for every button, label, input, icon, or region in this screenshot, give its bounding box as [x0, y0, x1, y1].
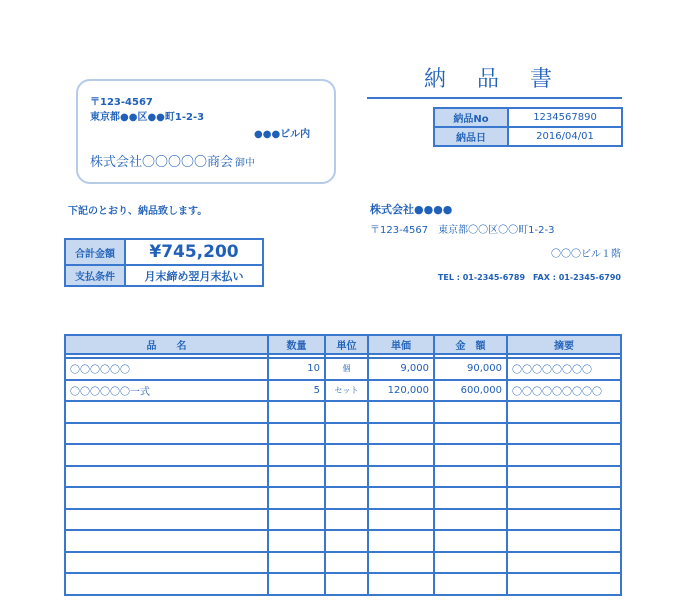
col-header-amount: 金 額	[434, 335, 507, 354]
cell-amount	[434, 444, 507, 466]
cell-price: 9,000	[368, 358, 434, 380]
cell-unit	[325, 509, 368, 531]
cell-unit	[325, 444, 368, 466]
table-row	[65, 466, 621, 488]
cell-memo	[507, 423, 621, 445]
cell-name	[65, 466, 268, 488]
document-title: 納 品 書	[424, 67, 564, 92]
cell-name	[65, 444, 268, 466]
items-header-row	[65, 335, 621, 354]
cell-price	[368, 573, 434, 595]
col-header-unit: 単位	[325, 335, 368, 354]
cell-amount	[434, 423, 507, 445]
cell-memo	[507, 466, 621, 488]
totals-table	[64, 238, 264, 287]
cell-unit	[325, 423, 368, 445]
cell-name	[65, 487, 268, 509]
table-row	[65, 358, 621, 380]
cell-amount: 600,000	[434, 380, 507, 402]
table-row	[65, 509, 621, 531]
payment-terms-value: 月末締め翌月末払い	[125, 265, 263, 286]
cell-unit	[325, 530, 368, 552]
cell-name	[65, 509, 268, 531]
cell-name	[65, 552, 268, 574]
cell-qty	[268, 552, 325, 574]
cell-unit	[325, 401, 368, 423]
col-header-qty: 数量	[268, 335, 325, 354]
cell-amount	[434, 487, 507, 509]
table-row	[65, 423, 621, 445]
cell-name	[65, 530, 268, 552]
cell-name	[65, 423, 268, 445]
cell-price	[368, 487, 434, 509]
col-header-price: 単価	[368, 335, 434, 354]
cell-amount	[434, 552, 507, 574]
cell-name: 〇〇〇〇〇〇一式	[65, 380, 268, 402]
table-row	[65, 552, 621, 574]
cell-qty	[268, 530, 325, 552]
cell-memo: 〇〇〇〇〇〇〇〇〇	[507, 380, 621, 402]
cell-memo	[507, 530, 621, 552]
cell-memo	[507, 573, 621, 595]
delivery-date-value: 2016/04/01	[508, 127, 622, 146]
cell-price	[368, 423, 434, 445]
cell-qty	[268, 487, 325, 509]
cell-qty	[268, 444, 325, 466]
cell-unit: 個	[325, 358, 368, 380]
cell-qty: 10	[268, 358, 325, 380]
sender-tel-fax: TEL : 01-2345-6789 FAX : 01-2345-6790	[437, 273, 621, 282]
recipient-company-name: 株式会社〇〇〇〇〇商会	[90, 155, 234, 170]
cell-price	[368, 509, 434, 531]
cell-amount	[434, 401, 507, 423]
cell-name	[65, 573, 268, 595]
cell-amount	[434, 466, 507, 488]
table-row	[65, 573, 621, 595]
cell-memo	[507, 401, 621, 423]
cell-price	[368, 530, 434, 552]
total-amount-label: 合計金額	[65, 239, 125, 265]
cell-qty	[268, 509, 325, 531]
cell-memo	[507, 487, 621, 509]
table-row	[65, 401, 621, 423]
cell-amount: 90,000	[434, 358, 507, 380]
items-table	[64, 334, 622, 596]
cell-qty	[268, 401, 325, 423]
cell-price	[368, 401, 434, 423]
cell-amount	[434, 509, 507, 531]
cell-qty	[268, 423, 325, 445]
cell-amount	[434, 573, 507, 595]
delivery-meta-table	[433, 107, 623, 147]
sender-address: 〒123-4567 東京都〇〇区〇〇町1-2-3	[370, 225, 555, 236]
cell-name: 〇〇〇〇〇〇	[65, 358, 268, 380]
cell-amount	[434, 530, 507, 552]
table-row	[65, 487, 621, 509]
cell-price	[368, 552, 434, 574]
recipient-honorific: 御中	[235, 158, 256, 169]
cell-price	[368, 444, 434, 466]
cell-qty	[268, 573, 325, 595]
recipient-postal: 〒123-4567	[90, 97, 153, 108]
table-row	[65, 380, 621, 402]
recipient-address: 東京都●●区●●町1-2-3	[90, 112, 205, 123]
cell-unit	[325, 552, 368, 574]
payment-terms-label: 支払条件	[65, 265, 125, 286]
sender-building: 〇〇〇ビル１階	[551, 249, 621, 260]
total-amount-value: ¥745,200	[125, 239, 263, 265]
delivery-note: 下記のとおり、納品致します。	[68, 206, 208, 217]
cell-qty	[268, 466, 325, 488]
delivery-no-value: 1234567890	[508, 108, 622, 127]
cell-unit	[325, 573, 368, 595]
title-underline	[367, 97, 622, 99]
cell-memo	[507, 509, 621, 531]
cell-unit: セット	[325, 380, 368, 402]
sender-company: 株式会社●●●●	[370, 203, 453, 216]
cell-name	[65, 401, 268, 423]
cell-memo	[507, 552, 621, 574]
delivery-date-label: 納品日	[434, 127, 508, 146]
cell-memo	[507, 444, 621, 466]
cell-unit	[325, 466, 368, 488]
cell-qty: 5	[268, 380, 325, 402]
table-row	[65, 444, 621, 466]
recipient-company	[90, 151, 255, 170]
recipient-building: ●●●ビル内	[254, 129, 311, 140]
delivery-no-label: 納品No	[434, 108, 508, 127]
col-header-name: 品 名	[65, 335, 268, 354]
cell-memo: 〇〇〇〇〇〇〇〇	[507, 358, 621, 380]
table-row	[65, 530, 621, 552]
cell-price	[368, 466, 434, 488]
cell-unit	[325, 487, 368, 509]
col-header-memo: 摘要	[507, 335, 621, 354]
cell-price: 120,000	[368, 380, 434, 402]
